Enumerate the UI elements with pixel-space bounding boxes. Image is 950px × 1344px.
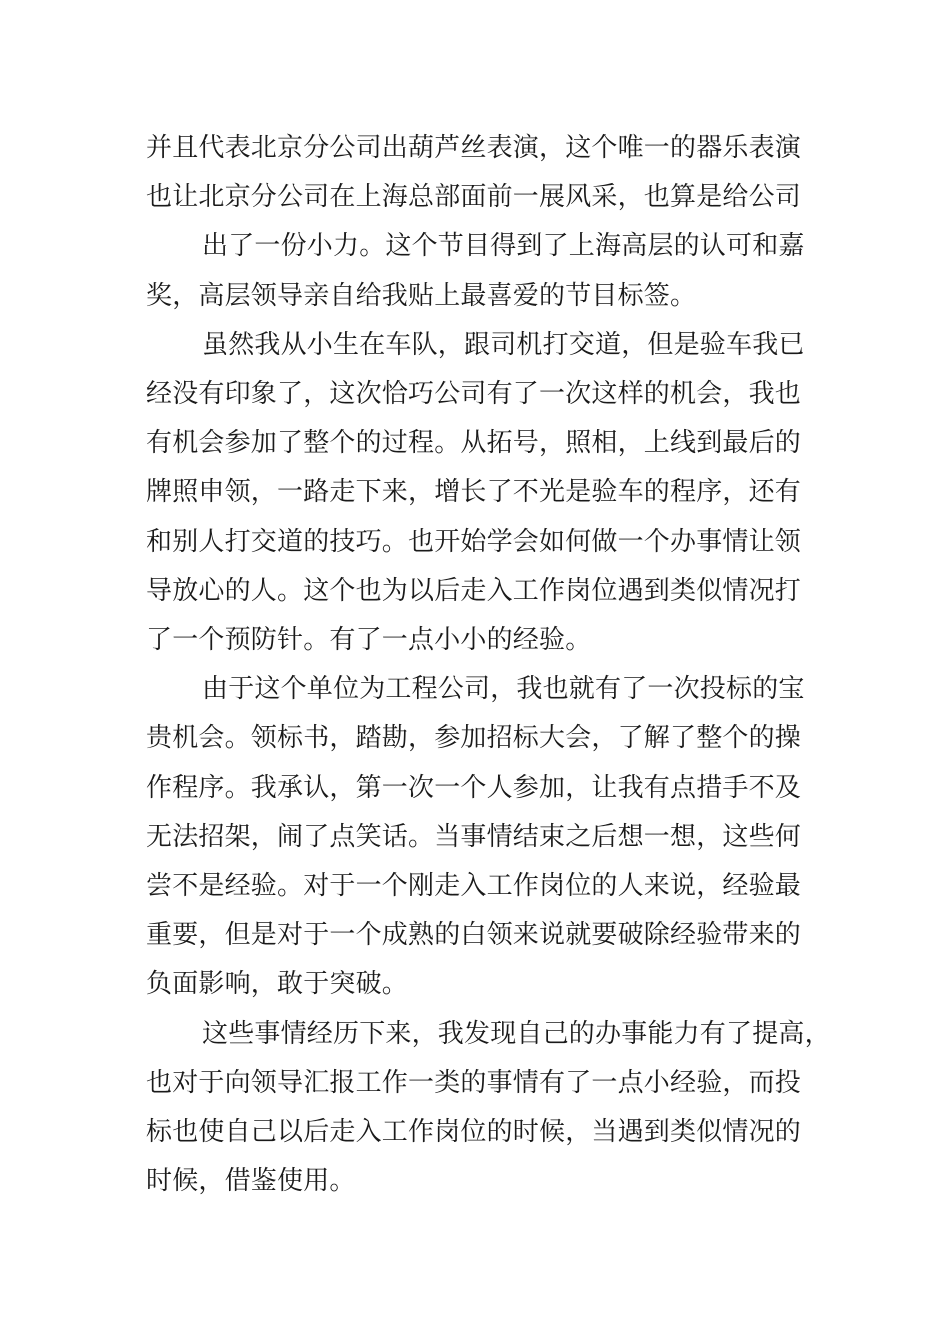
text-line: 也让北京分公司在上海总部面前一展风采，也算是给公司	[146, 182, 802, 213]
paragraph-1	[146, 124, 836, 222]
text-line: 有机会参加了整个的过程。从拓号，照相，上线到最后的	[146, 428, 802, 459]
text-line: 由于这个单位为工程公司，我也就有了一次投标的宝	[202, 674, 805, 705]
text-line: 经没有印象了，这次恰巧公司有了一次这样的机会，我也	[146, 379, 802, 410]
paragraph-2	[146, 222, 836, 320]
text-line: 出了一份小力。这个节目得到了上海高层的认可和嘉	[202, 231, 805, 262]
text-line: 并且代表北京分公司出葫芦丝表演，这个唯一的器乐表演	[146, 133, 802, 163]
text-line: 导放心的人。这个也为以后走入工作岗位遇到类似情况打	[146, 575, 802, 606]
paragraph-5	[146, 1010, 836, 1207]
text-line: 尝不是经验。对于一个刚走入工作岗位的人来说，经验最	[146, 871, 802, 902]
text-line: 这些事情经历下来，我发现自己的办事能力有了提高，	[202, 1018, 831, 1049]
text-line: 奖，高层领导亲自给我贴上最喜爱的节目标签。	[146, 280, 697, 311]
text-line: 牌照申领，一路走下来，增长了不光是验车的程序，还有	[146, 477, 802, 508]
text-line: 作程序。我承认，第一次一个人参加，让我有点措手不及	[146, 772, 802, 803]
text-line: 无法招架，闹了点笑话。当事情结束之后想一想，这些何	[146, 821, 802, 852]
text-line: 标也使自己以后走入工作岗位的时候，当遇到类似情况的	[146, 1117, 802, 1148]
text-line: 虽然我从小生在车队，跟司机打交道，但是验车我已	[202, 329, 805, 360]
text-line: 时候，借鉴使用。	[146, 1166, 356, 1197]
text-line: 了一个预防针。有了一点小小的经验。	[146, 625, 592, 656]
document-page	[146, 124, 836, 1206]
text-line: 和别人打交道的技巧。也开始学会如何做一个办事情让领	[146, 526, 802, 557]
text-line: 重要，但是对于一个成熟的白领来说就要破除经验带来的	[146, 920, 802, 951]
paragraph-3	[146, 321, 836, 665]
text-line: 也对于向领导汇报工作一类的事情有了一点小经验，而投	[146, 1067, 802, 1098]
paragraph-4	[146, 665, 836, 1009]
text-line: 贵机会。领标书，踏勘，参加招标大会，了解了整个的操	[146, 723, 802, 754]
text-line: 负面影响，敢于突破。	[146, 969, 409, 1000]
